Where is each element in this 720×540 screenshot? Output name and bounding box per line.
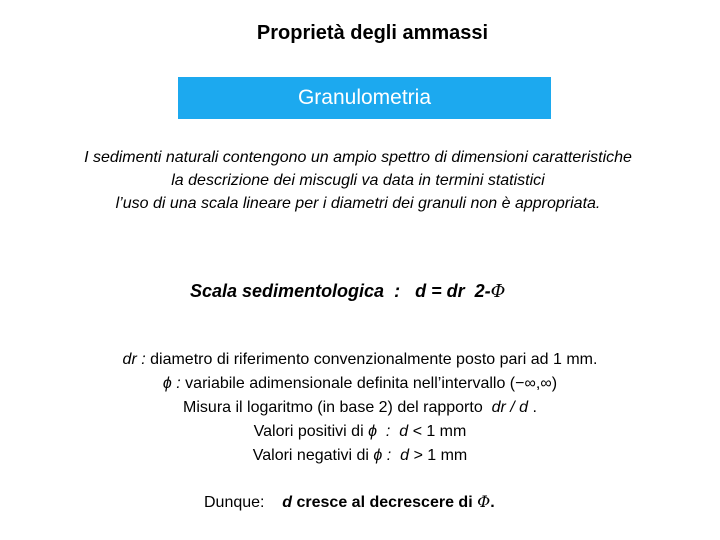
intro-line: la descrizione dei miscugli va data in termini statistici xyxy=(171,172,545,189)
positive-expr: ϕ : d < xyxy=(368,423,422,440)
conclusion-d: d xyxy=(282,494,293,511)
definition-phi xyxy=(0,372,720,396)
dr-text: diametro di riferimento convenzionalmente posto pari ad 1 mm. xyxy=(145,351,598,368)
phi-text: variabile adimensionale definita nell’intervallo (−∞,∞) xyxy=(180,375,558,392)
negative-text: Valori negativi di xyxy=(252,447,374,464)
dr-term: dr : xyxy=(122,351,146,368)
intro-line: I sedimenti naturali contengono un ampio spettro di dimensioni caratteristiche xyxy=(84,149,632,166)
formula-label: Scala sedimentologica : xyxy=(190,281,401,301)
conclusion-label: Dunque: xyxy=(204,494,265,511)
conclusion-text: cresce al decrescere di xyxy=(292,494,478,511)
intro-paragraph xyxy=(0,146,716,215)
log-text: Misura il logaritmo (in base 2) del rapporto xyxy=(183,399,488,416)
formula-equation: d = dr 2- xyxy=(415,281,491,301)
negative-value: 1 mm xyxy=(422,447,468,464)
positive-value: 1 mm xyxy=(421,423,467,440)
definition-negative xyxy=(0,444,720,468)
conclusion-phi-symbol: Φ xyxy=(477,492,491,511)
definition-dr xyxy=(0,348,720,372)
negative-expr: ϕ : d > xyxy=(373,447,423,464)
log-end: . xyxy=(528,399,537,416)
positive-text: Valori positivi di xyxy=(253,423,369,440)
definition-positive xyxy=(0,420,720,444)
phi-term: ϕ : xyxy=(162,375,181,392)
conclusion-end: . xyxy=(490,494,495,511)
sedimentological-scale-formula xyxy=(190,281,505,302)
log-ratio: dr / d xyxy=(487,399,529,416)
definition-log xyxy=(0,396,720,420)
definitions-block xyxy=(0,348,720,468)
page-title: Proprietà degli ammassi xyxy=(256,22,489,44)
banner-label: Granulometria xyxy=(297,86,432,109)
phi-symbol: Φ xyxy=(490,281,506,302)
section-banner xyxy=(178,77,551,119)
intro-line: l’uso di una scala lineare per i diametri dei granuli non è appropriata. xyxy=(115,195,601,212)
conclusion xyxy=(204,492,495,512)
